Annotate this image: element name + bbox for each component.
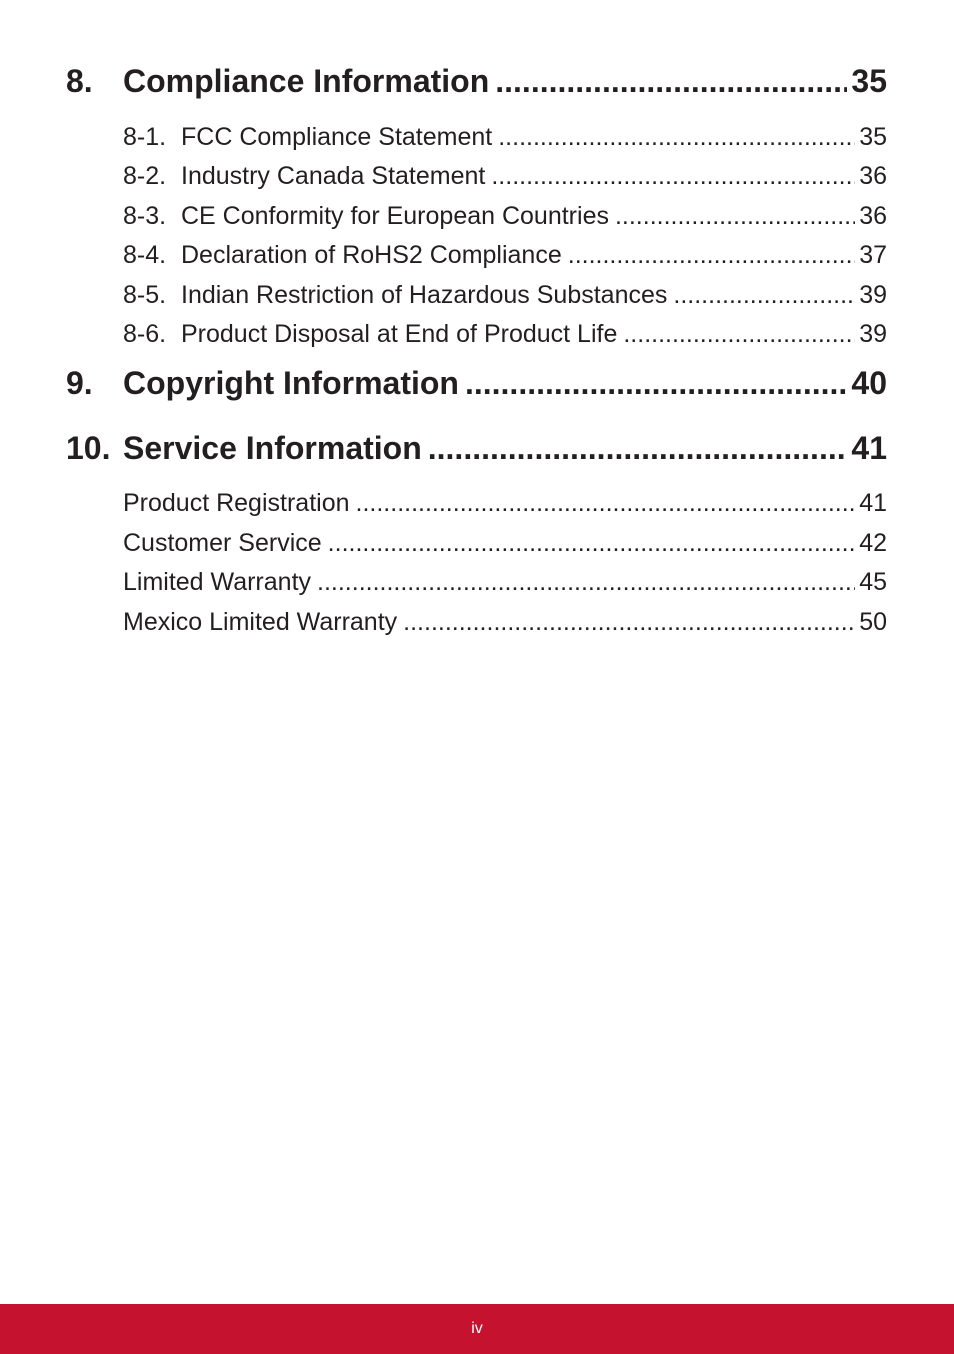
toc-section-copyright[interactable] — [66, 363, 887, 403]
item-number: 8-4. — [123, 241, 167, 269]
item-title: Indian Restriction of Hazardous Substances — [181, 281, 668, 309]
toc-item-product-registration[interactable] — [123, 487, 887, 519]
item-page-number: 37 — [859, 241, 887, 269]
item-title: CE Conformity for European Countries — [181, 202, 609, 230]
toc-item-industry-canada[interactable] — [123, 160, 887, 192]
section-number: 8. — [66, 63, 93, 99]
dot-leader — [328, 527, 856, 559]
section-page-number: 35 — [851, 63, 887, 99]
toc-item-customer-service[interactable] — [123, 527, 887, 559]
item-page-number: 41 — [859, 489, 887, 517]
toc-item-mexico-limited-warranty[interactable] — [123, 606, 887, 638]
toc-item-product-disposal[interactable] — [123, 318, 887, 350]
item-page-number: 39 — [859, 281, 887, 309]
dot-leader — [428, 428, 848, 468]
dot-leader — [498, 121, 855, 153]
item-page-number: 35 — [859, 123, 887, 151]
item-title: Industry Canada Statement — [181, 162, 486, 190]
item-title: FCC Compliance Statement — [181, 123, 493, 151]
section-title: Service Information — [123, 430, 422, 466]
section-title: Copyright Information — [123, 365, 459, 401]
item-title: Declaration of RoHS2 Compliance — [181, 241, 562, 269]
dot-leader — [673, 279, 855, 311]
toc-item-indian-restriction[interactable] — [123, 279, 887, 311]
toc-item-rohs2[interactable] — [123, 239, 887, 271]
dot-leader — [623, 318, 855, 350]
page-footer-bar — [0, 1304, 954, 1354]
section-page-number: 40 — [851, 365, 887, 401]
dot-leader — [615, 200, 855, 232]
dot-leader — [465, 363, 847, 403]
toc-section-service[interactable] — [66, 428, 887, 468]
dot-leader — [495, 61, 847, 101]
item-page-number: 36 — [859, 202, 887, 230]
section-page-number: 41 — [851, 430, 887, 466]
toc-item-fcc[interactable] — [123, 121, 887, 153]
item-number: 8-3. — [123, 202, 167, 230]
item-title: Limited Warranty — [123, 568, 312, 596]
item-page-number: 50 — [859, 608, 887, 636]
item-title: Customer Service — [123, 529, 322, 557]
item-number: 8-6. — [123, 320, 167, 348]
toc-item-limited-warranty[interactable] — [123, 566, 887, 598]
item-page-number: 45 — [859, 568, 887, 596]
item-page-number: 42 — [859, 529, 887, 557]
item-title: Product Registration — [123, 489, 350, 517]
item-title: Product Disposal at End of Product Life — [181, 320, 618, 348]
toc-section-compliance[interactable] — [66, 61, 887, 101]
section-number: 10. — [66, 430, 111, 466]
dot-leader — [317, 566, 855, 598]
item-number: 8-1. — [123, 123, 167, 151]
item-number: 8-2. — [123, 162, 167, 190]
dot-leader — [403, 606, 855, 638]
item-page-number: 36 — [859, 162, 887, 190]
footer-page-number: iv — [471, 1320, 483, 1337]
toc-item-ce-conformity[interactable] — [123, 200, 887, 232]
dot-leader — [356, 487, 856, 519]
item-number: 8-5. — [123, 281, 167, 309]
item-title: Mexico Limited Warranty — [123, 608, 398, 636]
dot-leader — [491, 160, 855, 192]
section-title: Compliance Information — [123, 63, 490, 99]
section-number: 9. — [66, 365, 93, 401]
dot-leader — [568, 239, 855, 271]
item-page-number: 39 — [859, 320, 887, 348]
